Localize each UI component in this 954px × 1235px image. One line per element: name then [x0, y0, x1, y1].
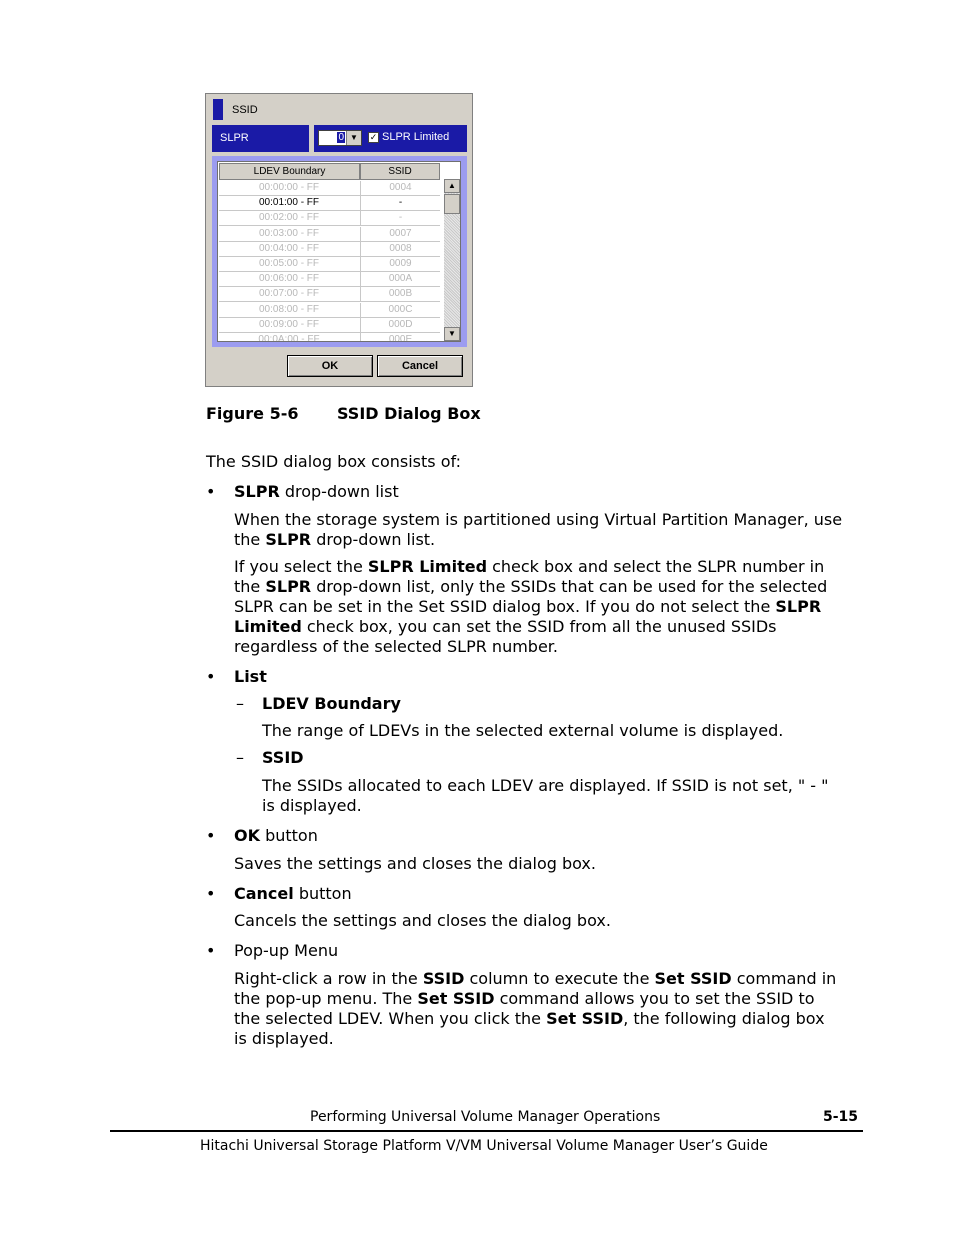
ldev-list[interactable] [217, 161, 461, 342]
scroll-down-icon[interactable]: ▼ [444, 327, 460, 341]
figure-title: SSID Dialog Box [337, 404, 481, 423]
ldev-boundary-cell: 00:05:00 - FF [258, 258, 320, 269]
ssid-cell[interactable]: 0007 [360, 227, 440, 241]
figure-caption [206, 404, 481, 423]
ldev-boundary-cell: 00:0A:00 - FF [258, 334, 320, 342]
slpr-desc2-line5: regardless of the selected SLPR number. [234, 637, 558, 656]
dash-icon: – [236, 748, 244, 767]
ldev-list-frame [212, 156, 467, 347]
table-row[interactable] [219, 211, 440, 226]
ldev-boundary-cell: 00:03:00 - FF [258, 227, 320, 239]
item-cancel: Cancel button [234, 884, 352, 903]
ldev-boundary-desc: The range of LDEVs in the selected external volume is displayed. [262, 721, 784, 740]
scroll-up-icon[interactable]: ▲ [444, 179, 460, 193]
ldev-boundary-cell: 00:00:00 - FF [258, 182, 320, 193]
slpr-desc2-line4: Limited check box, you can set the SSID from all the unused SSIDs [234, 617, 777, 636]
intro-text: The SSID dialog box consists of: [206, 452, 461, 471]
table-row[interactable] [219, 181, 440, 196]
column-header-ssid[interactable]: SSID [360, 163, 440, 180]
item-ok: OK button [234, 826, 318, 845]
cancel-desc: Cancels the settings and closes the dialog box. [234, 911, 611, 930]
ssid-dialog [205, 93, 473, 387]
scroll-thumb[interactable] [444, 194, 460, 214]
table-row[interactable] [219, 333, 440, 342]
slpr-label: SLPR [212, 125, 309, 152]
ssid-desc-line2: is displayed. [262, 796, 362, 815]
ssid-desc-line1: The SSIDs allocated to each LDEV are displayed. If SSID is not set, " - " [262, 776, 829, 795]
table-row[interactable] [219, 303, 440, 318]
cancel-button[interactable]: Cancel [377, 355, 463, 377]
item-slpr: SLPR drop-down list [234, 482, 399, 501]
ldev-boundary-cell: 00:01:00 - FF [258, 197, 320, 209]
popup-desc-line3: the selected LDEV. When you click the Set SSID, the following dialog box [234, 1009, 825, 1028]
ssid-cell[interactable]: 000D [360, 318, 440, 332]
bullet-icon: • [206, 941, 216, 960]
slpr-desc-line2: the SLPR drop-down list. [234, 530, 436, 549]
ssid-cell[interactable]: 0009 [360, 257, 440, 271]
vertical-scrollbar[interactable] [444, 179, 460, 341]
ssid-cell[interactable]: 0004 [360, 181, 440, 195]
slpr-limited-checkbox[interactable]: ✓ [369, 132, 378, 142]
bullet-icon: • [206, 667, 216, 686]
column-header-ldev-boundary[interactable]: LDEV Boundary [219, 163, 360, 180]
ldev-boundary-cell: 00:08:00 - FF [258, 303, 320, 315]
slpr-desc2-line2: the SLPR drop-down list, only the SSIDs that can be used for the selected [234, 577, 828, 596]
table-row[interactable] [219, 227, 440, 242]
ldev-boundary-cell: 00:06:00 - FF [258, 273, 320, 285]
ok-desc: Saves the settings and closes the dialog box. [234, 854, 596, 873]
slpr-dropdown[interactable] [318, 130, 362, 146]
footer-divider [110, 1130, 863, 1132]
slpr-desc-line1: When the storage system is partitioned using Virtual Partition Manager, use [234, 510, 843, 529]
footer-section: Performing Universal Volume Manager Operations [310, 1109, 661, 1125]
title-accent-bar [213, 99, 223, 120]
table-row[interactable] [219, 242, 440, 257]
bullet-icon: • [206, 826, 216, 845]
item-ldev-boundary: LDEV Boundary [262, 694, 401, 713]
table-row[interactable] [219, 287, 440, 302]
popup-desc-line4: is displayed. [234, 1029, 334, 1048]
ldev-boundary-cell: 00:07:00 - FF [258, 288, 320, 300]
page-number: 5-15 [823, 1109, 859, 1125]
slpr-dropdown-value: 0 [338, 132, 344, 143]
table-row[interactable] [219, 318, 440, 333]
table-row[interactable] [219, 272, 440, 287]
ssid-cell[interactable]: - [360, 211, 440, 225]
ldev-boundary-cell: 00:02:00 - FF [258, 212, 320, 224]
slpr-limited-label: SLPR Limited [382, 131, 450, 143]
ssid-cell[interactable]: 0008 [360, 242, 440, 256]
ok-button[interactable]: OK [287, 355, 373, 377]
dash-icon: – [236, 694, 244, 713]
item-list: List [234, 667, 267, 686]
ssid-cell[interactable]: - [360, 196, 440, 210]
figure-number: Figure 5-6 [206, 404, 299, 423]
ssid-cell[interactable]: 000B [360, 287, 440, 301]
popup-desc-line1: Right-click a row in the SSID column to execute the Set SSID command in [234, 969, 837, 988]
bullet-icon: • [206, 482, 216, 501]
slpr-desc2-line3: SLPR can be set in the Set SSID dialog box. If you do not select the SLPR [234, 597, 822, 616]
footer-book-title: Hitachi Universal Storage Platform V/VM Universal Volume Manager User’s Guide [200, 1138, 768, 1154]
bullet-icon: • [206, 884, 216, 903]
popup-desc-line2: the pop-up menu. The Set SSID command allows you to set the SSID to [234, 989, 815, 1008]
slpr-desc2-line1: If you select the SLPR Limited check box and select the SLPR number in [234, 557, 825, 576]
ssid-cell[interactable]: 000A [360, 272, 440, 286]
chevron-down-icon[interactable]: ▼ [346, 131, 361, 145]
item-ssid: SSID [262, 748, 304, 767]
slpr-controls [314, 125, 467, 152]
table-row[interactable] [219, 196, 440, 211]
dialog-title: SSID [232, 104, 258, 116]
table-row[interactable] [219, 257, 440, 272]
item-popup: Pop-up Menu [234, 941, 339, 960]
ldev-boundary-cell: 00:09:00 - FF [258, 318, 320, 330]
ssid-cell[interactable]: 000C [360, 303, 440, 317]
ssid-cell[interactable]: 000E [360, 333, 440, 342]
ldev-boundary-cell: 00:04:00 - FF [258, 242, 320, 254]
